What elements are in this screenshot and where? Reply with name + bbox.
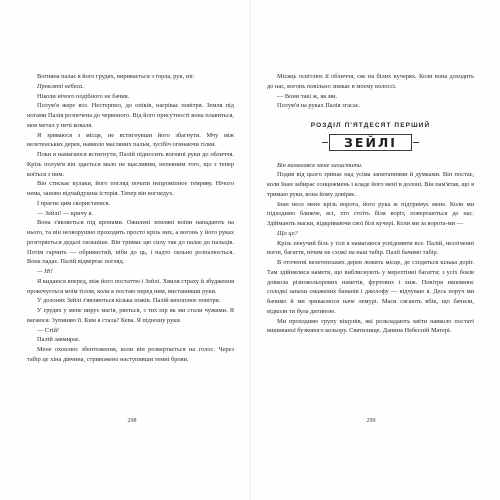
chapter-heading xyxy=(267,121,474,151)
paragraph: І прагне цим скористатися. xyxy=(37,199,110,207)
paragraph: В оточенні велетенських дерев лежить місце, де сходяться кілька доріг. Там здійнялися намети, що виблискують у мерехтінні багаття; з усіх боків довкола різнокольорових наметів, фуртових і хиж. Повітря наповнює солодкі запахи смажених бананів і джолофу — відчуваю я. Десь поруч ми бачимо й ми зриваємося наче лемурі. Маси сягають вбік, що бачили, відколи ти була дитиною. xyxy=(267,259,474,315)
chapter-label: РОЗДІЛ П'ЯТДЕСЯТ ПЕРШИЙ xyxy=(310,122,431,129)
paragraph: Поки я намагаюся встигнути, Палій підносить вогняні руки до обличчя. Крізь полум'я він здається мало не щасливим, непевним того, що з тепер коїться з ним. xyxy=(27,151,234,178)
right-page-top-text xyxy=(267,72,474,111)
paragraph: Ніколи нічого подібного не бачив. xyxy=(37,92,130,100)
paragraph: Він намагався мене захистити. xyxy=(277,161,363,169)
paragraph: Подив від цього зринає над усіма запитаннями й думками. Він постає, коли Інан забирає сонцежмень і кладе його мені в долоні. Він пам'ятав, що я тримаю руки, вона йому довіряє. xyxy=(267,171,474,198)
paragraph: — Ні! xyxy=(37,268,53,275)
paragraph: Я зриваюся з місця, не встигнувши його збагнути. Мчу між велетенських дерев, навколо масляних пальм, зусібіч огинаючи гілки. xyxy=(27,131,234,149)
right-page xyxy=(267,72,474,336)
paragraph: Він стискає кулаки, його погляд почати непроміпное темряву. Нічого нема, заново відчайдушна історія. Тепер він вогнедух. xyxy=(27,180,234,197)
paragraph: Полум'я на руках Палія згасає. xyxy=(277,102,361,110)
paragraph: У грудях у мене вирує магія, рветься, з тих пір як ми стали чужими. Я вагаюся. Зупиняю її. Ким я стала? Кева. Я підношу руки. xyxy=(27,307,234,324)
paragraph: Місяць освітлює її обличчя, сяє на білих кучерях. Коли вона доходить до нас, вогонь повільно зникає в моєму волоссі. xyxy=(267,73,474,90)
left-page xyxy=(27,72,234,365)
paragraph: Крізь пекучий біль у тілі я намагаюся усвідомити все. Палій, незліченні вогні, багаття, нічим не схожі на наш табір. Палії бачимо табір. xyxy=(267,239,474,257)
paragraph: Полум'я жере все. Нестерпно, до опіків, нагріває повітря. Земля під ногами Палія розпечена до червоного. Від його присутності вона плавиться, мов метал у печі коваля. xyxy=(27,102,234,129)
paragraph: — Зейлі! — кричу я. xyxy=(37,209,93,217)
left-page-number: 298 xyxy=(127,418,137,424)
paragraph: Я кидаюся вперед, між його постаттю і Зейлі. Хвиля страху й збудження прокочується моїм тілом, коли я постаю перед ним, виставивши руки. xyxy=(27,277,234,295)
paragraph: Вона з'являється під кронами. Ожилені земляні воїни нападають на нього, та він незворушно проходить просто крізь них, а вогонь у його руках розгоряється дедалі сильніше. Він тримає цю силу так до палає до пальців. Потім гарчить — обривистий, ніби до ць, і надто сильно розпалюється. Вона падає. Палій відвертає погляд. xyxy=(27,219,234,266)
paragraph: У долонях Зейлі з'являються кілька ножів. Палій вихоплює повітря. xyxy=(37,297,221,305)
paragraph: Що це? xyxy=(277,229,298,237)
paragraph: Вогняна палає в його грудях, виривається з горла, рук, ніг. xyxy=(37,73,195,80)
paragraph: — Стій! xyxy=(37,326,60,334)
paragraph: Мене охоплює збентеження, коли він розвертається на голос. Через табір це хіна дівчина, стривожено наступивши темні брови. xyxy=(27,346,234,363)
right-page-number: 299 xyxy=(366,418,376,424)
paragraph: Ми проходимо групу віщунів, які розкладають квіти навколо постаті вишиваної бузкового кольору. Святилище. Данина Небесній Матері. xyxy=(267,317,474,335)
paragraph: Палій завмирає. xyxy=(37,336,81,344)
paragraph: — Вони такі ж, як ми. xyxy=(277,92,337,100)
paragraph: Інан несе мене крізь ворота, його рука ж підтримує мене. Коли ми підходимо ближче, всі, хто стоїть біля воріт, повертаються до нас. Здіймають маски, відкриваючи свої білі кучері. Коли ми за ворота-ми — xyxy=(267,200,474,227)
chapter-title: ЗЕЙЛІ xyxy=(329,134,412,151)
right-page-body-text xyxy=(267,161,474,337)
paragraph: Прокляті небеса. xyxy=(37,82,84,90)
book-gutter xyxy=(249,0,251,500)
